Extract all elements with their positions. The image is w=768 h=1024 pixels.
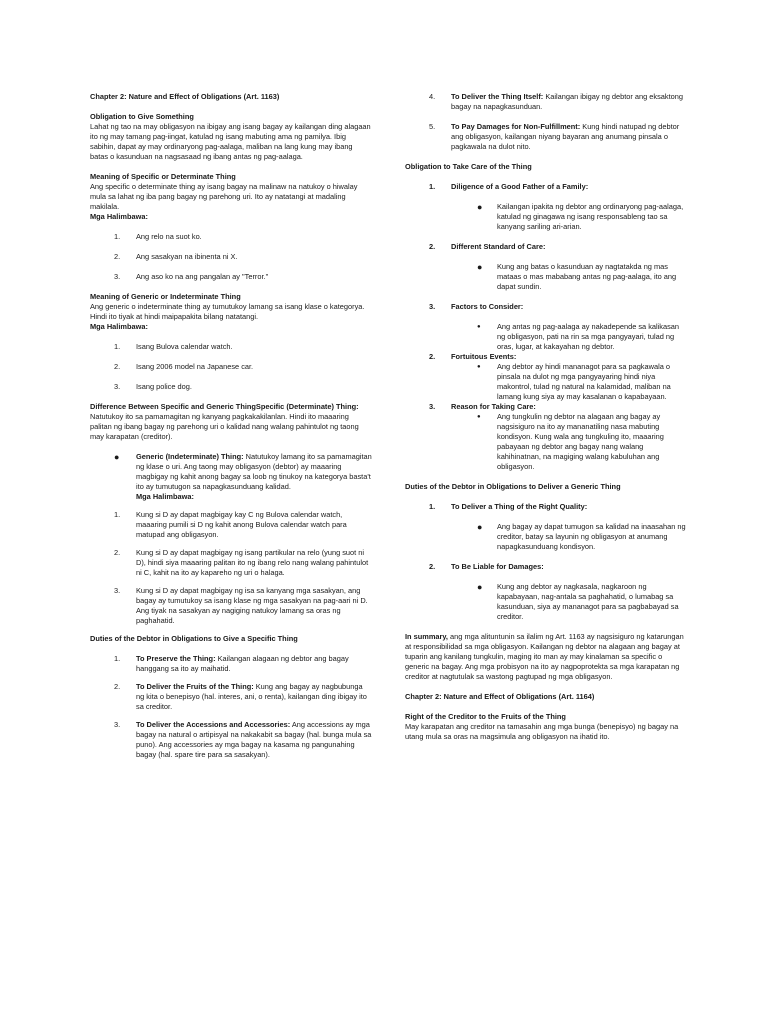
list-item: ● Kailangan ipakita ng debtor ang ordinaryong pag-aalaga, katulad ng ginagawa ng isang responsableng tao sa kanyang sariling ari-arian. <box>477 202 684 231</box>
bullet-icon: ● <box>477 324 481 330</box>
bullet-icon: ● <box>477 202 483 212</box>
list-item: 1. Isang Bulova calendar watch. <box>114 342 233 351</box>
take-care-heading: Obligation to Take Care of the Thing <box>405 162 532 171</box>
list-item: 3. To Deliver the Accessions and Accessories: Ang accessions ay mga bagay na natural o artipisyal na nakakabit sa bagay (hal. bunga mula sa puno). Ang accessories ay mga bagay na kasama ng pangunahing bagay (hal. spare tire para sa sasakyan). <box>114 720 372 759</box>
specific-heading: Meaning of Specific or Determinate Thing <box>90 172 236 181</box>
list-item: 2. Ang sasakyan na ibinenta ni X. <box>114 252 238 261</box>
list-item: 1. Kung si D ay dapat magbigay kay C ng Bulova calendar watch, maaaring pumili si D ng kahit anong Bulova calendar watch para matupad ang obligasyon. <box>114 510 347 539</box>
list-item: 2. Isang 2006 model na Japanese car. <box>114 362 254 371</box>
generic-examples-label: Mga Halimbawa: <box>90 322 148 331</box>
duties-generic-heading: Duties of the Debtor in Obligations to Deliver a Generic Thing <box>405 482 621 491</box>
list-item: 3. Ang aso ko na ang pangalan ay "Terror." <box>114 272 269 281</box>
duties-specific-heading: Duties of the Debtor in Obligations to Give a Specific Thing <box>90 634 298 643</box>
summary-paragraph: In summary, ang mga alituntunin sa ilalim ng Art. 1163 ay nagsisiguro ng katarungan at responsibilidad sa mga obligasyon. Kailangan ng debtor na alagaan ang bagay at tuparin ang kanilang tungkulin, maging ito man ay may kinalaman sa specific o generic na bagay. Ang mga probisyon na ito ay nagpoprotekta sa mga karapatan ng creditor at nagtutulak sa wastong pagtupad ng mga obligasyon. <box>405 632 684 681</box>
chapter-title-2: Chapter 2: Nature and Effect of Obligations (Art. 1164) <box>405 692 595 701</box>
generic-heading: Meaning of Generic or Indeterminate Thing <box>90 292 241 301</box>
list-item: 1. Ang relo na suot ko. <box>114 232 202 241</box>
list-item: 1. To Preserve the Thing: Kailangan alagaan ng debtor ang bagay hanggang sa ito ay maihatid. <box>114 654 349 673</box>
list-item: 3. Reason for Taking Care: <box>429 402 536 411</box>
list-item: ● Kung ang debtor ay nagkasala, nagkaroon ng kapabayaan, nag-antala sa paghahatid, o lumabag sa kasunduan, siya ay mananagot para sa pagbabayad sa creditor. <box>477 582 679 621</box>
chapter-title: Chapter 2: Nature and Effect of Obligations (Art. 1163) <box>90 92 280 101</box>
generic-text: Ang generic o indeterminate thing ay tumutukoy lamang sa isang klase o kategorya. Hindi ito tiyak at hindi maipapakita bilang natatangi. <box>90 302 365 321</box>
list-item: ● Ang bagay ay dapat tumugon sa kalidad na inaasahan ng creditor, batay sa layunin ng obligasyon at anumang napagkasunduang kondisyon. <box>477 522 686 551</box>
give-something-text: Lahat ng tao na may obligasyon na ibigay ang isang bagay ay kailangan ding alagaan ito ng may tamang pag-iingat, katulad ng isang mabuting ama ng pamilya. Ibig sabihin, dapat ay may ordinaryong pag-aalaga, maliban na lang kung may ibang batas o kasunduan na nagsasaad ng ibang antas ng pag-aalaga. <box>90 122 371 161</box>
give-something-heading: Obligation to Give Something <box>90 112 194 121</box>
difference-paragraph: Difference Between Specific and Generic ThingSpecific (Determinate) Thing: Natutukoy ito sa pamamagitan ng kanyang pagkakakilanlan. Hindi ito maaaring palitan ng ibang bagay ng parehong uri o kalidad nang walang pahintulot ng taong may karapatan (creditor). <box>90 402 359 441</box>
list-item: 1. To Deliver a Thing of the Right Quality: <box>429 502 588 511</box>
right-column <box>405 92 687 742</box>
list-item: ● Ang antas ng pag-aalaga ay nakadepende sa kalikasan ng obligasyon, pati na rin sa mga pangyayari, tulad ng oras, lugar, at kakayahan ng debtor. <box>477 322 680 351</box>
specific-examples-label: Mga Halimbawa: <box>90 212 148 221</box>
left-column <box>90 92 372 760</box>
bullet-icon: ● <box>477 582 483 592</box>
list-item: 1. Diligence of a Good Father of a Family: <box>429 182 589 191</box>
list-item: 2. Kung si D ay dapat magbigay ng isang partikular na relo (yung suot ni D), hindi siya maaaring palitan ito ng ibang relo nang walang pahintulot ni C, kahit na ito ay kapareho ng uri o halaga. <box>114 548 369 577</box>
bullet-icon: ● <box>477 414 481 420</box>
generic-bullet: ● Generic (Indeterminate) Thing: Natutukoy lamang ito sa pamamagitan ng klase o uri. Ang taong may obligasyon (debtor) ay maaaring magbigay ng kahit anong bagay sa loob ng tinukoy na kategorya basta't ito ay tumutugon sa napagkasunduang kalidad. Mga Halimbawa: <box>114 452 372 501</box>
list-item: 4. To Deliver the Thing Itself: Kailangan ibigay ng debtor ang eksaktong bagay na napagkasunduan. <box>429 92 683 111</box>
list-item: 5. To Pay Damages for Non-Fulfillment: Kung hindi natupad ng debtor ang obligasyon, kailangan niyang bayaran ang anumang pinsala o pagkawala na dulot nito. <box>429 122 680 151</box>
list-item: 3. Kung si D ay dapat magbigay ng isa sa kanyang mga sasakyan, ang bagay ay tumutukoy sa isang klase ng mga sasakyan na pag-aari ni D. Ang tiyak na sasakyan ay nagiging natukoy lamang sa oras ng paghahatid. <box>114 586 368 625</box>
list-item: ● Ang debtor ay hindi mananagot para sa pagkawala o pinsala na dulot ng mga pangyayaring hindi niya makontrol, tulad ng natural na kalamidad, maliban na lamang kung siya ay may kasalanan o kapabayaan. <box>477 362 671 401</box>
list-item: 3. Factors to Consider: <box>429 302 524 311</box>
list-item: ● Kung ang batas o kasunduan ay nagtatakda ng mas mataas o mas mababang antas ng pag-aalaga, ito ang dapat sundin. <box>477 262 677 291</box>
bullet-icon: ● <box>114 452 120 462</box>
list-item: 2. To Be Liable for Damages: <box>429 562 544 571</box>
list-item: 2. To Deliver the Fruits of the Thing: Kung ang bagay ay nagbubunga ng kita o benepisyo (hal. interes, ani, o renta), kailangan ding ibigay ito sa creditor. <box>114 682 367 711</box>
list-item: ● Ang tungkulin ng debtor na alagaan ang bagay ay nagsisiguro na ito ay mananatiling nasa mabuting kondisyon. Kung wala ang tungkuling ito, maaaring pabayaan ng debtor ang bagay nang walang kahihinatnan, na magiging walang kabuluhan ang obligasyon. <box>477 412 664 471</box>
list-item: 3. Isang police dog. <box>114 382 192 391</box>
fruits-text: May karapatan ang creditor na tamasahin ang mga bunga (benepisyo) ng bagay na utang mula sa oras na magsimula ang obligasyon na ihatid ito. <box>405 722 679 741</box>
bullet-icon: ● <box>477 522 483 532</box>
list-item: 2. Different Standard of Care: <box>429 242 546 251</box>
bullet-icon: ● <box>477 364 481 370</box>
fruits-heading: Right of the Creditor to the Fruits of the Thing <box>405 712 566 721</box>
list-item: 2. Fortuitous Events: <box>429 352 517 361</box>
bullet-icon: ● <box>477 262 483 272</box>
specific-text: Ang specific o determinate thing ay isang bagay na malinaw na natukoy o hiwalay mula sa lahat ng iba pang bagay ng parehong uri. Ito ay natatangi at madaling makilala. <box>90 182 358 211</box>
difference-examples-label: Mga Halimbawa: <box>136 492 194 501</box>
